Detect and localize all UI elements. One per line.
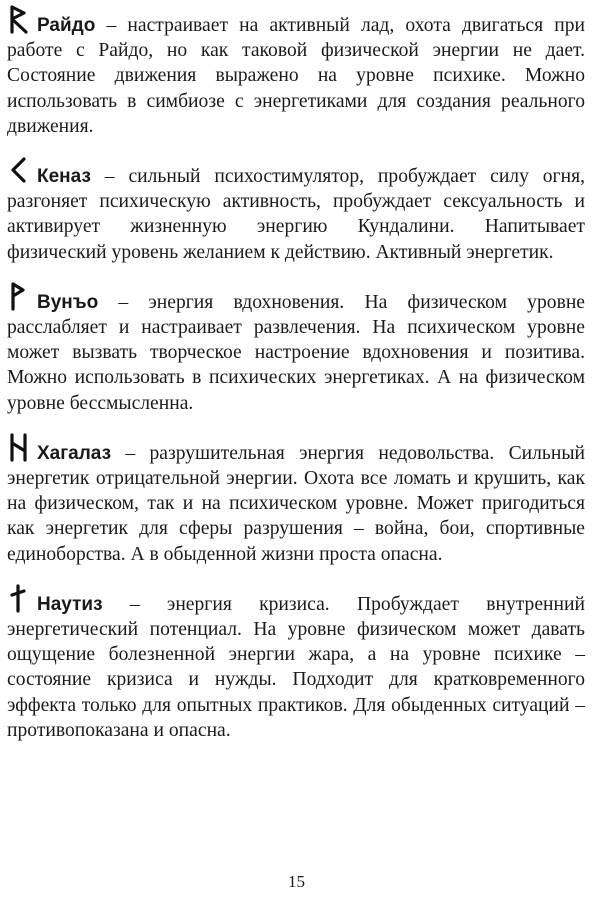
page-number: 15 [288,872,305,891]
entry-text: – настраивает на активный лад, охота двигаться при работе с Райдо, но как таковой физической энергии не дает. Состояние движения выражено на уровне психике. Можно использовать в симбиозе с энергетиками для создания реального движения. [7,15,585,137]
entry-nautiz [7,587,585,743]
entry-text: – энергия вдохновения. На физическом уровне расслабляет и настраивает развлечения. На психическом уровне может вызвать творческое настроение вдохновения и позитива. Можно использовать в психических энергетиках. А на физическом уровне бессмысленна. [7,291,585,414]
entry-hagalaz [7,436,585,567]
entry-kenaz [7,159,585,265]
page-content [7,8,585,743]
entry-name: Наутиз [37,593,103,615]
entry-name: Райдо [37,15,96,36]
entry-text: – разрушительная энергия недовольства. Сильный энергетик отрицательной энергии. Охота все ломать и крушить, как на физическом, так и на психическом уровне. Может пригодиться как энергетик для сферы разрушения – война, бои, спортивные единоборства. А в обыденной жизни проста опасна. [7,442,585,565]
hagalaz-rune-icon [7,436,31,462]
entry-text: – сильный психостимулятор, пробуждает силу огня, разгоняет психическую активность, пробуждает сексуальность и активирует жизненную энергию Кундалини. Напитывает физический уровень желанием к действию. Активный энергетик. [7,166,585,263]
entry-name: Кеназ [37,166,91,188]
entry-wunjo [7,285,585,416]
nautiz-rune-icon [7,587,31,613]
wunjo-rune-icon [7,285,31,311]
entry-name: Хагалаз [37,442,112,464]
entry-name: Вунъо [37,291,99,313]
kenaz-rune-icon [7,159,31,185]
raido-rune-icon [7,8,31,34]
entry-text: – энергия кризиса. Пробуждает внутренний энергетический потенциал. На уровне физическом может давать ощущение болезненной энергии жара, а на уровне психике – состояние кризиса и нужды. Подходит для кратковременного эффекта только для опытных практиков. Для обыденных ситуаций – противопоказана и опасна. [7,593,585,741]
entry-raido [7,8,585,139]
